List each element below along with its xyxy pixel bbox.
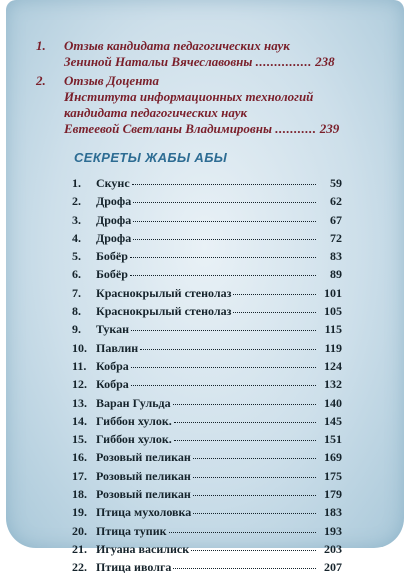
toc-title: Краснокрылый стенолаз <box>96 304 232 319</box>
dot-leader: ........... <box>275 121 317 136</box>
reference-line: Зениной Натальи Вячеславовны <box>64 54 253 69</box>
toc-number: 6. <box>72 267 81 282</box>
toc-title: Краснокрылый стенолаз <box>96 285 232 300</box>
toc-number: 18. <box>72 487 87 502</box>
toc-title: Птица иволга <box>96 560 172 575</box>
reference-1 <box>36 38 335 70</box>
toc-number: 14. <box>72 413 87 428</box>
toc-page-number: 175 <box>324 468 342 483</box>
dot-leader <box>140 339 316 350</box>
toc-number: 21. <box>72 541 87 556</box>
dot-leader <box>191 540 316 551</box>
toc-title: Кобра <box>96 377 129 392</box>
dot-leader <box>193 467 316 478</box>
reference-line-with-page <box>46 121 339 137</box>
toc-page-number: 105 <box>324 304 342 319</box>
toc-title: Дрофа <box>96 230 132 245</box>
toc-title: Бобёр <box>96 267 128 282</box>
reference-line: Отзыв кандидата педагогических наук <box>64 38 290 53</box>
toc-page-number: 169 <box>324 450 342 465</box>
toc-title: Варан Гульда <box>96 395 171 410</box>
toc-number: 20. <box>72 523 87 538</box>
dot-leader <box>233 302 316 313</box>
toc-page-number: 203 <box>324 541 342 556</box>
toc-number: 7. <box>72 285 81 300</box>
reference-line-with-page <box>46 54 335 70</box>
dot-leader <box>132 174 316 185</box>
toc-title: Бобёр <box>96 249 128 264</box>
section-title: СЕКРЕТЫ ЖАБЫ АБЫ <box>74 150 228 165</box>
reference-number: 2. <box>36 73 46 88</box>
toc-title: Дрофа <box>96 212 132 227</box>
toc-page-number: 183 <box>324 505 342 520</box>
toc-page-number: 72 <box>330 230 342 245</box>
toc-number: 2. <box>72 194 81 209</box>
toc-page-number: 101 <box>324 285 342 300</box>
toc-title: Дрофа <box>96 194 132 209</box>
reference-line: кандидата педагогических наук <box>64 105 248 120</box>
toc-title: Розовый пеликан <box>96 487 191 502</box>
reference-line: Отзыв Доцента <box>64 73 160 88</box>
toc-page-number: 179 <box>324 487 342 502</box>
toc-page-number: 67 <box>330 212 342 227</box>
reference-2 <box>36 73 340 137</box>
toc-number: 16. <box>72 450 87 465</box>
toc-page-number: 193 <box>324 523 342 538</box>
toc-title: Гиббон хулок. <box>96 413 172 428</box>
reference-number: 1. <box>36 38 46 53</box>
toc-title: Кобра <box>96 358 129 373</box>
toc-title: Розовый пеликан <box>96 468 191 483</box>
dot-leader: ............... <box>255 54 312 69</box>
toc-page-number: 83 <box>330 249 342 264</box>
toc-title: Розовый пеликан <box>96 450 191 465</box>
dot-leader <box>130 247 316 258</box>
toc-number: 9. <box>72 322 81 337</box>
toc-page-number: 145 <box>324 413 342 428</box>
dot-leader <box>193 503 316 514</box>
toc-number: 19. <box>72 505 87 520</box>
dot-leader <box>133 192 316 203</box>
dot-leader <box>131 357 316 368</box>
dot-leader <box>131 375 316 386</box>
toc-number: 11. <box>72 358 87 373</box>
toc-number: 10. <box>72 340 87 355</box>
dot-leader <box>133 229 316 240</box>
toc-number: 8. <box>72 304 81 319</box>
reference-page: 239 <box>319 121 340 136</box>
dot-leader <box>130 265 316 276</box>
toc-page-number: 124 <box>324 358 342 373</box>
toc-title: Тукан <box>96 322 130 337</box>
toc-number: 4. <box>72 230 81 245</box>
toc-title: Скунс <box>96 176 130 190</box>
dot-leader <box>174 430 316 441</box>
toc-row <box>72 560 342 578</box>
table-of-contents <box>72 176 342 579</box>
toc-title: Игуана василиск <box>96 541 190 556</box>
reference-line: Института информационных технологий <box>64 89 314 104</box>
toc-page-number: 140 <box>324 395 342 410</box>
reference-line: Евтеевой Светланы Владимировны <box>64 121 272 136</box>
toc-number: 17. <box>72 468 87 483</box>
dot-leader <box>193 448 316 459</box>
toc-title: Птица тупик <box>96 523 167 538</box>
dot-leader <box>133 211 316 222</box>
dot-leader <box>169 522 316 533</box>
dot-leader <box>233 284 316 295</box>
toc-number: 1. <box>72 176 81 190</box>
dot-leader <box>193 485 316 496</box>
toc-page-number: 132 <box>324 377 342 392</box>
dot-leader <box>173 394 316 405</box>
toc-page-number: 59 <box>330 176 342 190</box>
toc-page-number: 151 <box>324 432 342 447</box>
toc-title: Гиббон хулок. <box>96 432 172 447</box>
dot-leader <box>131 320 316 331</box>
toc-number: 22. <box>72 560 87 575</box>
dot-leader <box>174 412 316 423</box>
toc-page-number: 62 <box>330 194 342 209</box>
toc-page-number: 115 <box>324 322 342 337</box>
toc-number: 5. <box>72 249 81 264</box>
dot-leader <box>173 558 316 569</box>
toc-page-number: 207 <box>324 560 342 575</box>
toc-page-number: 89 <box>330 267 342 282</box>
toc-number: 15. <box>72 432 87 447</box>
reference-page: 238 <box>315 54 335 69</box>
toc-number: 3. <box>72 212 81 227</box>
toc-number: 13. <box>72 395 87 410</box>
toc-page-number: 119 <box>324 340 342 355</box>
toc-title: Птица мухоловка <box>96 505 192 520</box>
toc-title: Павлин <box>96 340 139 355</box>
toc-number: 12. <box>72 377 87 392</box>
